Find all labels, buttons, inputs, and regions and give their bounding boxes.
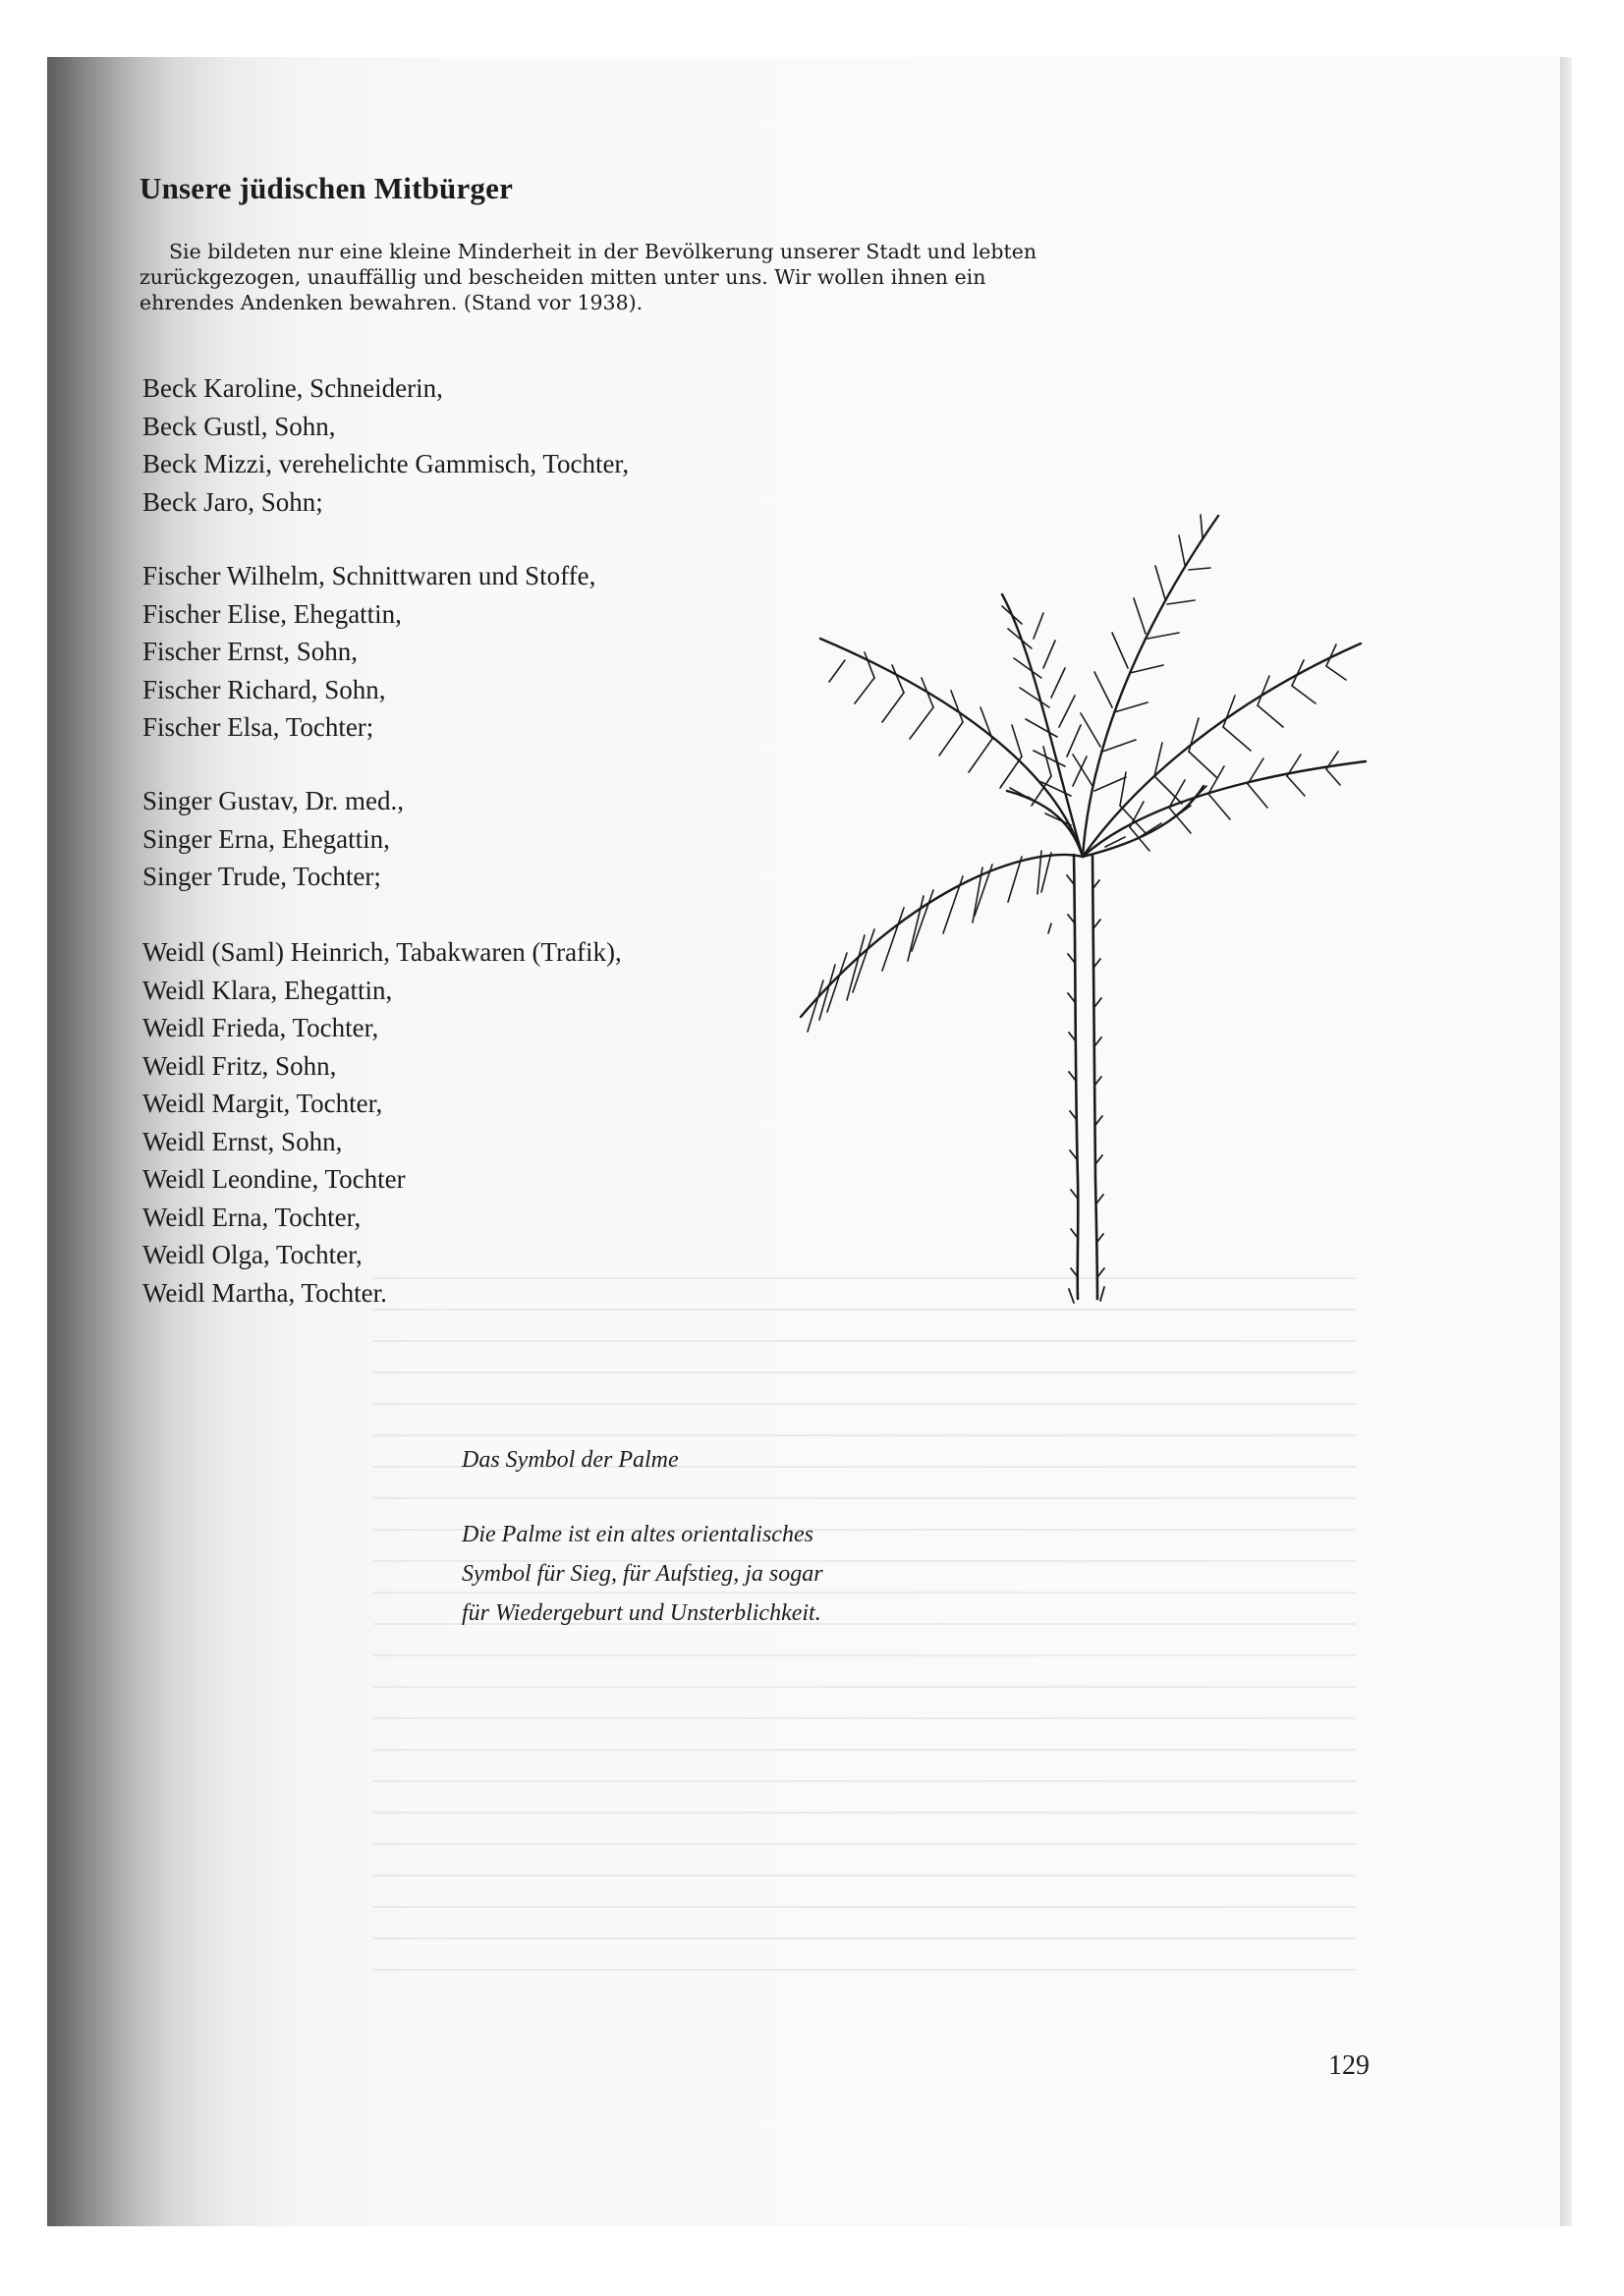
family-fischer-list: [142, 557, 595, 747]
intro-line: zurückgezogen, unauffällig und bescheiden mitten unter uns. Wir wollen ihnen ein: [140, 265, 986, 289]
page-edge: [1560, 57, 1572, 2226]
list-item: Beck Gustl, Sohn,: [142, 411, 336, 441]
list-item: Weidl (Saml) Heinrich, Tabakwaren (Trafik),: [142, 937, 622, 967]
list-item: Beck Jaro, Sohn;: [142, 486, 323, 517]
family-beck-list: [142, 369, 629, 521]
family-weidl-list: [142, 933, 622, 1312]
trunk-scales: [1067, 875, 1104, 1303]
palm-leaflet: [1048, 924, 1051, 933]
caption-line: Die Palme ist ein altes orientalisches: [462, 1522, 813, 1547]
page-number: 129: [1328, 2050, 1370, 2081]
list-item: Fischer Elise, Ehegattin,: [142, 598, 402, 629]
palm-trunk: [1074, 855, 1097, 1299]
family-singer-list: [142, 782, 404, 896]
list-item: Fischer Wilhelm, Schnittwaren und Stoffe,: [142, 561, 596, 590]
illustration-caption-title: Das Symbol der Palme: [462, 1447, 679, 1473]
page-title: Unsere jüdischen Mitbürger: [140, 171, 514, 205]
list-item: Fischer Ernst, Sohn,: [142, 637, 358, 666]
palm-leaflets: [808, 515, 1346, 1032]
list-item: Weidl Leondine, Tochter: [142, 1164, 406, 1194]
illustration-caption-text: [462, 1515, 823, 1633]
caption-line: für Wiedergeburt und Unsterblichkeit.: [462, 1600, 821, 1626]
list-item: Weidl Margit, Tochter,: [142, 1089, 383, 1118]
list-item: Singer Trude, Tochter;: [142, 862, 381, 891]
list-item: Weidl Erna, Tochter,: [142, 1202, 362, 1232]
list-item: Beck Mizzi, verehelichte Gammisch, Tochter,: [142, 449, 630, 478]
list-item: Fischer Elsa, Tochter;: [142, 712, 374, 742]
intro-line: ehrendes Andenken bewahren. (Stand vor 1938).: [140, 291, 644, 314]
palm-tree-illustration: [786, 481, 1385, 1307]
list-item: Singer Erna, Ehegattin,: [142, 823, 390, 854]
list-item: Weidl Ernst, Sohn,: [142, 1126, 343, 1156]
list-item: Fischer Richard, Sohn,: [142, 674, 386, 704]
list-item: Beck Karoline, Schneiderin,: [142, 373, 443, 403]
intro-paragraph: [140, 239, 1358, 315]
list-item: Weidl Klara, Ehegattin,: [142, 975, 393, 1005]
list-item: Weidl Olga, Tochter,: [142, 1240, 363, 1269]
list-item: Weidl Frieda, Tochter,: [142, 1013, 379, 1042]
palm-fronds: [801, 516, 1366, 1017]
list-item: Weidl Fritz, Sohn,: [142, 1050, 337, 1081]
intro-line: Sie bildeten nur eine kleine Minderheit in der Bevölkerung unserer Stadt und lebten: [169, 240, 1037, 263]
list-item: Weidl Martha, Tochter.: [142, 1277, 387, 1308]
list-item: Singer Gustav, Dr. med.,: [142, 786, 404, 815]
caption-line: Symbol für Sieg, für Aufstieg, ja sogar: [462, 1561, 823, 1587]
